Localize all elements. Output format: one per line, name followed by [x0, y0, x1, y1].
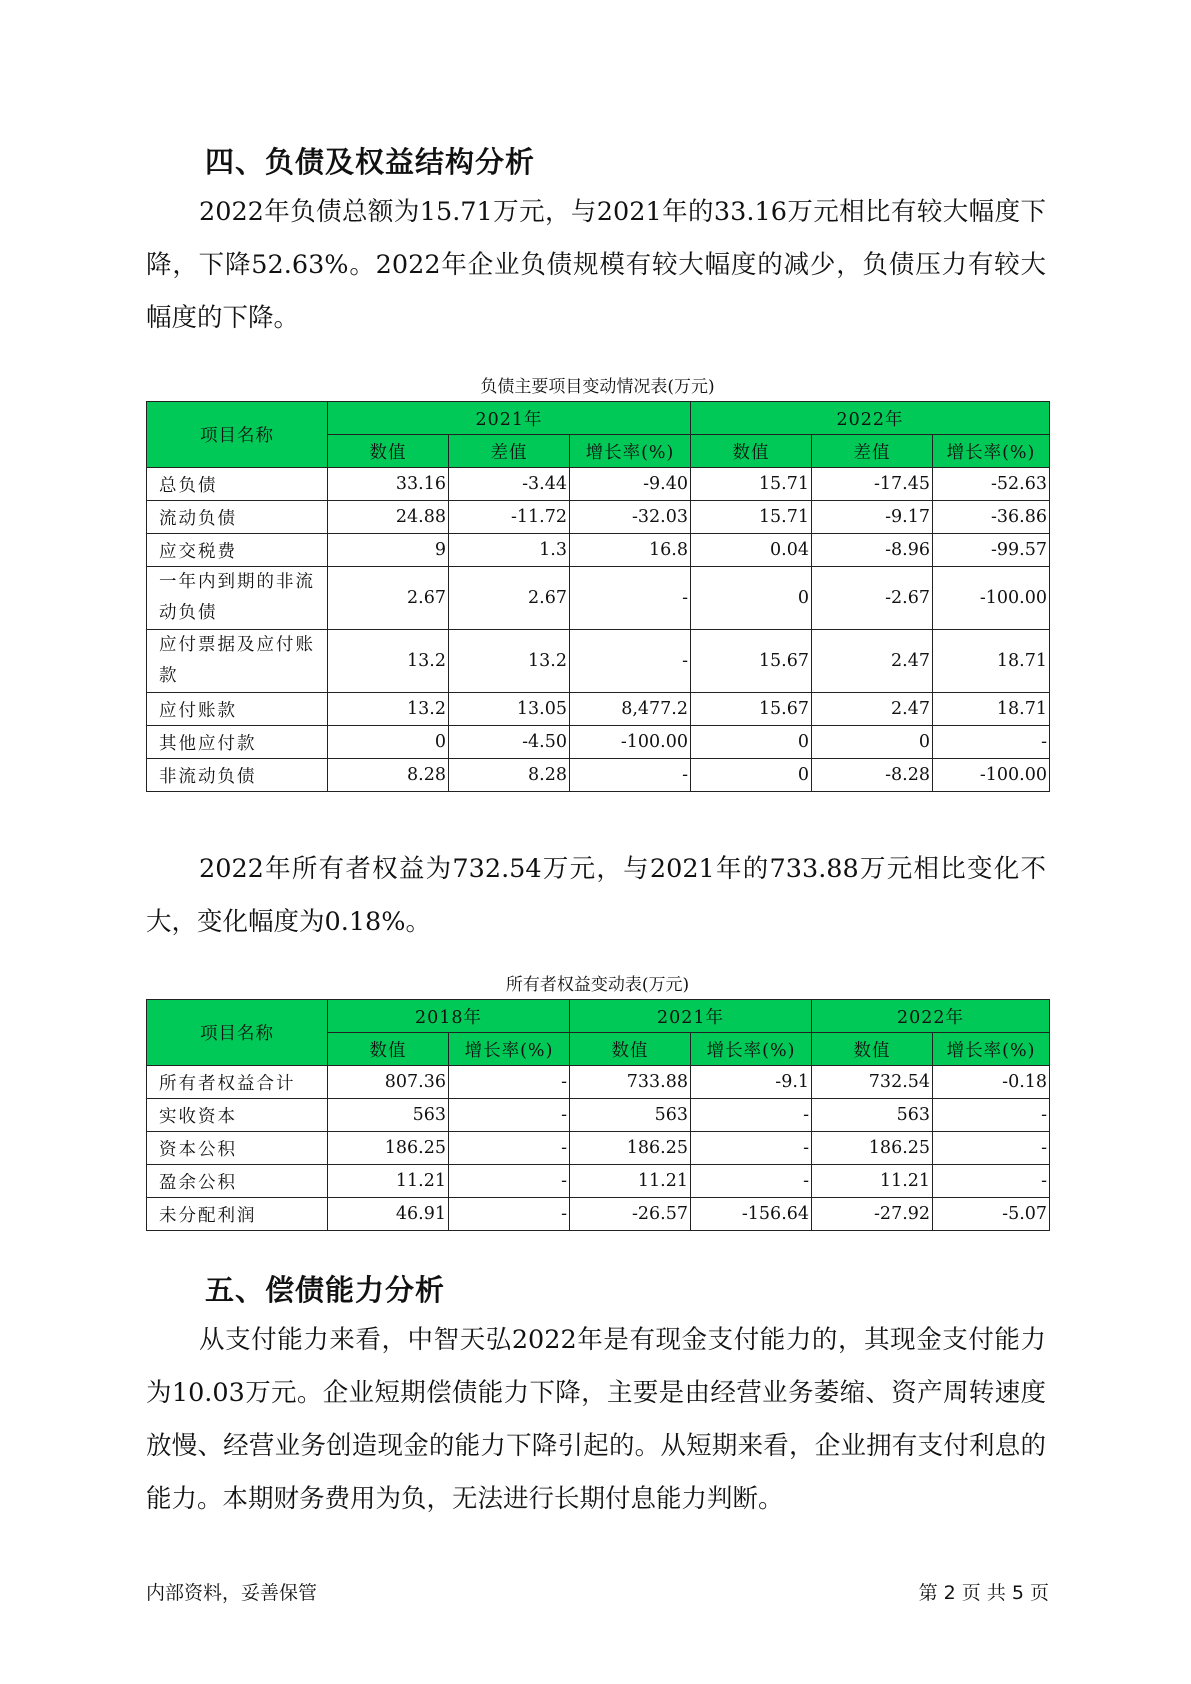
row-label: 一年内到期的非流动负债 — [147, 567, 328, 630]
subheader-cell: 增长率(%) — [449, 1033, 570, 1066]
value-cell: -156.64 — [691, 1198, 812, 1231]
value-cell: -3.44 — [449, 468, 570, 501]
value-cell: 2.47 — [812, 693, 933, 726]
table-row — [147, 1099, 1050, 1132]
row-label: 总负债 — [147, 468, 328, 501]
value-cell: 15.67 — [691, 693, 812, 726]
header-item-name: 项目名称 — [147, 402, 328, 468]
header-year: 2021年 — [570, 1000, 812, 1033]
subheader-cell: 增长率(%) — [570, 435, 691, 468]
value-cell: -11.72 — [449, 501, 570, 534]
value-cell: 807.36 — [328, 1066, 449, 1099]
table-row — [147, 501, 1050, 534]
table-row — [147, 1165, 1050, 1198]
value-cell: - — [933, 1132, 1050, 1165]
row-label: 资本公积 — [147, 1132, 328, 1165]
value-cell: 733.88 — [570, 1066, 691, 1099]
value-cell: 24.88 — [328, 501, 449, 534]
table-row — [147, 693, 1050, 726]
value-cell: 13.05 — [449, 693, 570, 726]
value-cell: -99.57 — [933, 534, 1050, 567]
value-cell: 13.2 — [328, 630, 449, 693]
paragraph-text: 从支付能力来看，中智天弘2022年是有现金支付能力的，其现金支付能力为10.03万元。企业短期偿债能力下降，主要是由经营业务萎缩、资产周转速度放慢、经营业务创造现金的能力下降引起的。从短期来看，企业拥有支付利息的能力。本期财务费用为负，无法进行长期付息能力判断。 — [146, 1325, 1046, 1514]
value-cell: - — [570, 567, 691, 630]
value-cell: -8.28 — [812, 759, 933, 792]
value-cell: 13.2 — [449, 630, 570, 693]
row-label: 未分配利润 — [147, 1198, 328, 1231]
section4-heading: 四、负债及权益结构分析 — [205, 145, 536, 179]
value-cell: 11.21 — [328, 1165, 449, 1198]
value-cell: -4.50 — [449, 726, 570, 759]
table-row — [147, 567, 1050, 630]
subheader-cell: 数值 — [328, 1033, 449, 1066]
value-cell: 0 — [691, 567, 812, 630]
row-label: 其他应付款 — [147, 726, 328, 759]
table-row — [147, 1066, 1050, 1099]
value-cell: - — [570, 630, 691, 693]
subheader-cell: 数值 — [691, 435, 812, 468]
value-cell: - — [449, 1066, 570, 1099]
value-cell: - — [449, 1165, 570, 1198]
paragraph-text: 2022年所有者权益为732.54万元，与2021年的733.88万元相比变化不大，变化幅度为0.18%。 — [146, 854, 1046, 937]
value-cell: 15.67 — [691, 630, 812, 693]
value-cell: 8.28 — [449, 759, 570, 792]
value-cell: - — [691, 1165, 812, 1198]
value-cell: 11.21 — [570, 1165, 691, 1198]
row-label: 盈余公积 — [147, 1165, 328, 1198]
table-row — [147, 468, 1050, 501]
header-year-2022: 2022年 — [691, 402, 1050, 435]
value-cell: 732.54 — [812, 1066, 933, 1099]
value-cell: 11.21 — [812, 1165, 933, 1198]
value-cell: 33.16 — [328, 468, 449, 501]
header-item-name: 项目名称 — [147, 1000, 328, 1066]
value-cell: 0 — [691, 726, 812, 759]
value-cell: -8.96 — [812, 534, 933, 567]
value-cell: - — [449, 1132, 570, 1165]
value-cell: -100.00 — [570, 726, 691, 759]
value-cell: 18.71 — [933, 630, 1050, 693]
value-cell: 0 — [328, 726, 449, 759]
table-row — [147, 534, 1050, 567]
value-cell: -100.00 — [933, 567, 1050, 630]
value-cell: 563 — [570, 1099, 691, 1132]
value-cell: 2.67 — [328, 567, 449, 630]
row-label: 实收资本 — [147, 1099, 328, 1132]
value-cell: 15.71 — [691, 468, 812, 501]
value-cell: - — [691, 1099, 812, 1132]
section4-paragraph-2 — [146, 843, 1046, 949]
table2-caption: 所有者权益变动表(万元) — [505, 975, 690, 995]
subheader-cell: 数值 — [570, 1033, 691, 1066]
section4-paragraph-1 — [146, 186, 1046, 345]
subheader-cell: 差值 — [449, 435, 570, 468]
subheader-cell: 增长率(%) — [691, 1033, 812, 1066]
value-cell: 186.25 — [570, 1132, 691, 1165]
value-cell: 2.67 — [449, 567, 570, 630]
subheader-cell: 差值 — [812, 435, 933, 468]
row-label: 应付账款 — [147, 693, 328, 726]
value-cell: 563 — [328, 1099, 449, 1132]
value-cell: - — [570, 759, 691, 792]
value-cell: 563 — [812, 1099, 933, 1132]
section5-paragraph — [146, 1314, 1046, 1526]
section5-heading: 五、偿债能力分析 — [205, 1273, 446, 1307]
table-row — [147, 759, 1050, 792]
value-cell: 46.91 — [328, 1198, 449, 1231]
value-cell: 8,477.2 — [570, 693, 691, 726]
equity-table — [146, 999, 1050, 1231]
value-cell: -0.18 — [933, 1066, 1050, 1099]
row-label: 应交税费 — [147, 534, 328, 567]
row-label: 流动负债 — [147, 501, 328, 534]
footer-confidential-note: 内部资料，妥善保管 — [146, 1582, 318, 1604]
value-cell: - — [449, 1198, 570, 1231]
paragraph-text: 2022年负债总额为15.71万元，与2021年的33.16万元相比有较大幅度下降，下降52.63%。2022年企业负债规模有较大幅度的减少，负债压力有较大幅度的下降。 — [146, 197, 1046, 333]
table-row — [147, 726, 1050, 759]
header-year: 2018年 — [328, 1000, 570, 1033]
value-cell: -2.67 — [812, 567, 933, 630]
value-cell: 0 — [691, 759, 812, 792]
value-cell: -9.1 — [691, 1066, 812, 1099]
value-cell: 16.8 — [570, 534, 691, 567]
value-cell: 1.3 — [449, 534, 570, 567]
value-cell: -26.57 — [570, 1198, 691, 1231]
value-cell: -9.17 — [812, 501, 933, 534]
value-cell: - — [449, 1099, 570, 1132]
value-cell: - — [933, 1099, 1050, 1132]
subheader-cell: 数值 — [812, 1033, 933, 1066]
header-year-2021: 2021年 — [328, 402, 691, 435]
value-cell: -52.63 — [933, 468, 1050, 501]
value-cell: -9.40 — [570, 468, 691, 501]
liabilities-table — [146, 401, 1050, 792]
value-cell: - — [933, 1165, 1050, 1198]
value-cell: 0 — [812, 726, 933, 759]
value-cell: 18.71 — [933, 693, 1050, 726]
footer-page-number: 第 2 页 共 5 页 — [918, 1582, 1049, 1604]
value-cell: 9 — [328, 534, 449, 567]
value-cell: 15.71 — [691, 501, 812, 534]
table-row — [147, 1132, 1050, 1165]
row-label: 非流动负债 — [147, 759, 328, 792]
value-cell: 0.04 — [691, 534, 812, 567]
value-cell: -36.86 — [933, 501, 1050, 534]
value-cell: -32.03 — [570, 501, 691, 534]
row-label: 应付票据及应付账款 — [147, 630, 328, 693]
value-cell: 186.25 — [328, 1132, 449, 1165]
value-cell: -27.92 — [812, 1198, 933, 1231]
row-label: 所有者权益合计 — [147, 1066, 328, 1099]
table-row — [147, 630, 1050, 693]
header-year: 2022年 — [812, 1000, 1050, 1033]
value-cell: -17.45 — [812, 468, 933, 501]
value-cell: 2.47 — [812, 630, 933, 693]
value-cell: -5.07 — [933, 1198, 1050, 1231]
value-cell: -100.00 — [933, 759, 1050, 792]
value-cell: - — [691, 1132, 812, 1165]
table-row — [147, 1198, 1050, 1231]
value-cell: 186.25 — [812, 1132, 933, 1165]
subheader-cell: 增长率(%) — [933, 1033, 1050, 1066]
value-cell: 8.28 — [328, 759, 449, 792]
subheader-cell: 增长率(%) — [933, 435, 1050, 468]
value-cell: 13.2 — [328, 693, 449, 726]
table1-caption: 负债主要项目变动情况表(万元) — [480, 377, 715, 397]
subheader-cell: 数值 — [328, 435, 449, 468]
value-cell: - — [933, 726, 1050, 759]
